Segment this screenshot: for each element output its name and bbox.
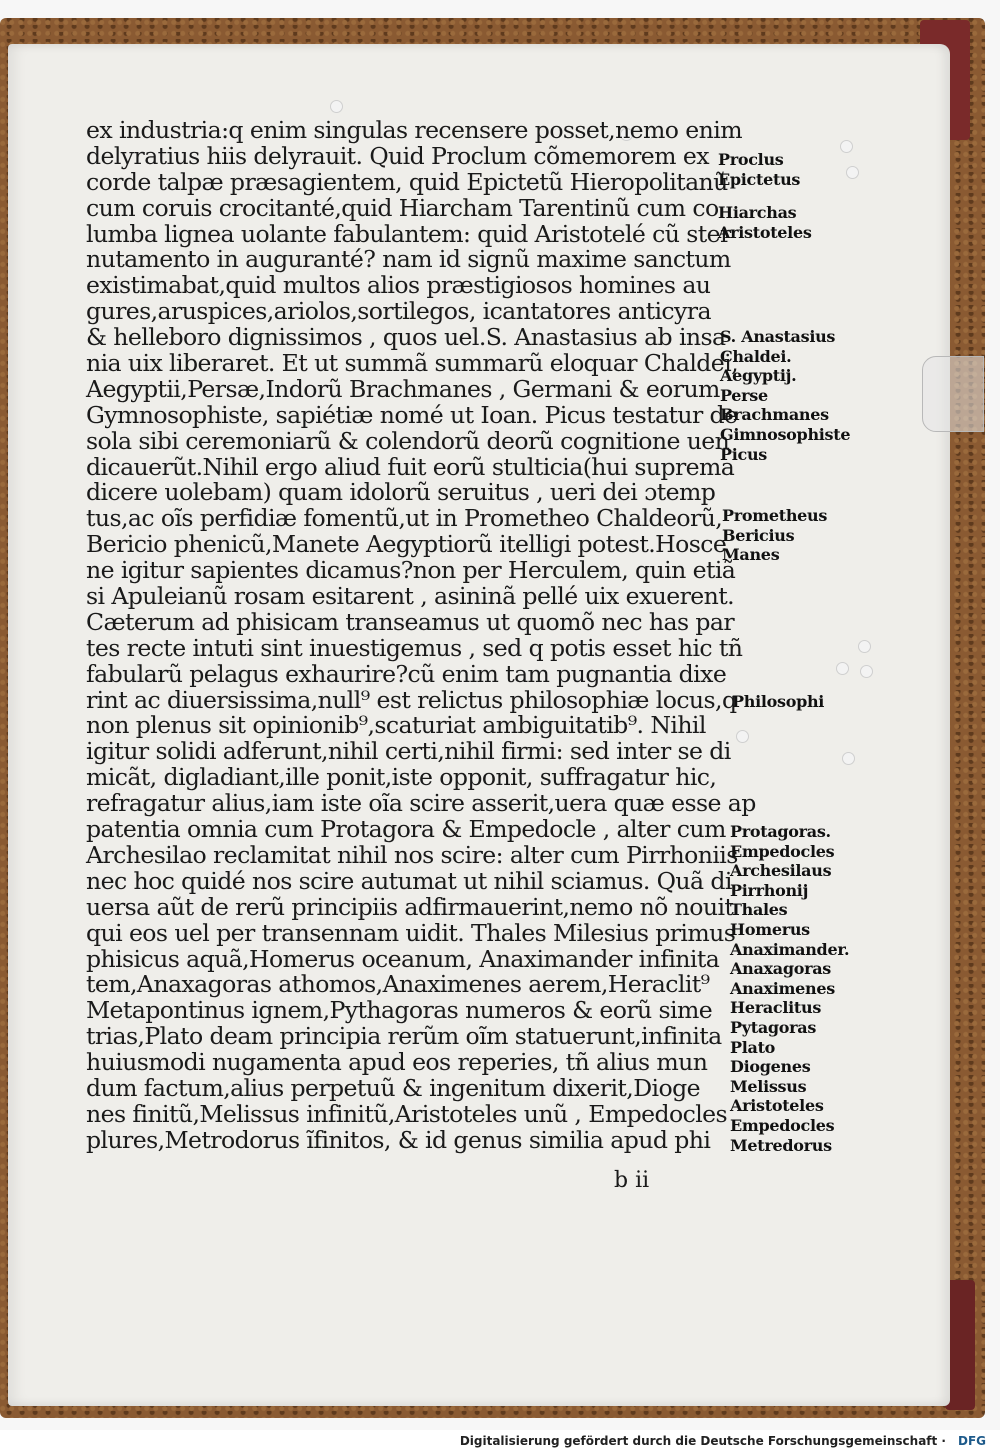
text-line: tes recte intuti sint inuestigemus , sed q potis esset hic tñ [86, 633, 743, 662]
text-line: plures,Metrodorus ĩfinitos, & id genus similia apud phi [86, 1125, 711, 1154]
worm-hole [836, 662, 849, 675]
marginal-note: Anaximander. [730, 939, 850, 959]
footer-bar [0, 1430, 1000, 1453]
marginal-note: Aristoteles [718, 222, 812, 242]
text-line: cum coruis crocitanté,quid Hiarcham Tarentinũ cum co [86, 193, 719, 222]
text-line: nutamento in auguranté? nam id signũ maxime sanctum [86, 245, 731, 274]
worm-hole [860, 665, 873, 678]
text-line: si Apuleianũ rosam esitarent , asininã pellé uix exuerent. [86, 582, 735, 611]
text-line: nec hoc quidé nos scire autumat ut nihil sciamus. Quã di [86, 866, 732, 895]
marginal-notes-group-3 [720, 327, 850, 464]
text-line: Aegyptii,Persæ,Indorũ Brachmanes , Germani & eorum [86, 374, 720, 403]
text-line: Metapontinus ignem,Pythagoras numeros & eorũ sime [86, 996, 713, 1025]
text-line: lumba lignea uolante fabulantem: quid Aristotelé cũ ster [86, 219, 731, 248]
marginal-note: Prometheus [722, 506, 828, 525]
text-line: tus,ac oĩs perfidiæ fomentũ,ut in Prometheo Chaldeorũ, [86, 504, 723, 533]
text-line: delyratius hiis delyrauit. Quid Proclum cõmemorem ex [86, 141, 709, 170]
marginal-note: Chaldei. [720, 346, 792, 366]
text-line: uersa aũt de rerũ principiis adfirmauerint,nemo nõ nouit [86, 892, 734, 921]
text-line: huiusmodi nugamenta apud eos reperies, tñ alius mun [86, 1048, 708, 1077]
text-line: & helleboro dignissimos , quos uel.S. Anastasius ab insa [86, 323, 726, 352]
marginal-note: Empedocles [730, 841, 835, 861]
text-line: sola sibi ceremoniarũ & colendorũ deorũ cognitione uen [86, 426, 730, 455]
marginal-notes-group-6 [730, 822, 849, 1155]
text-line: ex industria:q enim singulas recensere posset,nemo enim [86, 116, 742, 144]
signature-mark: b ii [614, 1168, 650, 1193]
marginal-notes-group-4 [722, 506, 827, 565]
text-line: ne igitur sapientes dicamus?non per Herculem, quin etiã [86, 556, 736, 585]
text-line: non plenus sit opinionib⁹,scaturiat ambiguitatib⁹. Nihil [86, 711, 706, 740]
marginal-note: Anaxagoras [730, 959, 831, 979]
marginal-note: Picus [720, 444, 767, 464]
text-line: dicauerũt.Nihil ergo aliud fuit eorũ stulticia(hui suprema [86, 452, 735, 481]
worm-hole [842, 752, 855, 765]
text-line: fabularũ pelagus exhaurire?cũ enim tam pugnantia dixe [86, 659, 727, 688]
text-line: rint ac diuersissima,null⁹ est relictus philosophiæ locus,q [86, 685, 737, 714]
marginal-note: Pirrhonij [730, 880, 809, 900]
text-line: phisicus aquã,Homerus oceanum, Anaximander infinita [86, 944, 720, 973]
text-line: Cæterum ad phisicam transeamus ut quomõ nec has par [86, 607, 735, 636]
text-line: dum factum,alius perpetuũ & ingenitum dixerit,Dioge [86, 1073, 700, 1102]
marginal-note: Homerus [730, 919, 810, 939]
text-line: igitur solidi adferunt,nihil certi,nihil firmi: sed inter se di [86, 737, 731, 766]
marginal-note: Heraclitus [730, 998, 822, 1018]
marginal-note: Hiarchas [718, 203, 797, 222]
marginal-note: Bericius [722, 525, 795, 545]
marginal-notes-group-2 [718, 203, 812, 242]
marginal-note: Plato [730, 1037, 776, 1057]
marginal-note: Empedocles [730, 1115, 835, 1135]
text-line: nes finitũ,Melissus infinitũ,Aristoteles unũ , Empedocles [86, 1099, 728, 1128]
marginal-note: Aristoteles [730, 1096, 824, 1116]
text-line: micãt, digladiant,ille ponit,iste opponit, suffragatur hic, [86, 763, 717, 792]
worm-hole [840, 140, 853, 153]
dfg-logo: DFG [957, 1434, 986, 1448]
marginal-note: Epictetus [718, 169, 801, 189]
marginal-note: Thales [730, 900, 788, 920]
marginal-note: Brachmanes [720, 405, 829, 425]
marginal-note: Protagoras. [730, 822, 831, 841]
marginal-note: S. Anastasius [720, 327, 836, 346]
text-line: Bericio phenicũ,Manete Aegyptiorũ itelligi potest.Hosce [86, 530, 727, 559]
marginal-note: Philosophi [732, 692, 825, 711]
text-line: gures,aruspices,ariolos,sortilegos, icantatores anticyra [86, 297, 711, 326]
text-line: trias,Plato deam principia rerũm oĩm statuerunt,infinita [86, 1022, 722, 1051]
marginal-note: Metredorus [730, 1135, 832, 1155]
marginal-note: Archesilaus [730, 861, 832, 881]
text-line: Gymnosophiste, sapiétiæ nomé ut Ioan. Picus testatur de [86, 400, 738, 429]
marginal-note: Perse [720, 385, 768, 405]
text-line: Archesilao reclamitat nihil nos scire: alter cum Pirrhoniis [86, 840, 738, 869]
worm-hole [858, 640, 871, 653]
text-line: refragatur alius,iam iste oĩa scire asserit,uera quæ esse ap [86, 789, 756, 818]
text-line: patentia omnia cum Protagora & Empedocle , alter cum [86, 815, 726, 844]
marginal-note: Aegyptij. [720, 366, 797, 386]
worm-hole [846, 166, 859, 179]
marginal-note: Manes [722, 545, 780, 565]
text-line: tem,Anaxagoras athomos,Anaximenes aerem,Heraclit⁹ [86, 970, 710, 999]
text-line: dicere uolebam) quam idolorũ seruitus , ueri dei ɔtemp [86, 478, 716, 507]
marginal-notes-group-1 [718, 150, 800, 189]
marginal-note: Proclus [718, 150, 784, 169]
worm-hole [736, 730, 749, 743]
marginal-note: Anaximenes [730, 978, 835, 998]
text-line: qui eos uel per transennam uidit. Thales Milesius primus [86, 918, 736, 947]
marginal-note: Diogenes [730, 1057, 811, 1077]
marginal-note: Melissus [730, 1076, 807, 1096]
text-line: nia uix liberaret. Et ut summã summarũ eloquar Chaldei, [86, 349, 738, 378]
marginal-note: Gimnosophiste [720, 424, 851, 444]
marginal-note: Pytagoras [730, 1017, 817, 1037]
footer-credit: Digitalisierung gefördert durch die Deutsche Forschungsgemeinschaft · [459, 1434, 946, 1448]
marginal-notes-group-5 [732, 692, 824, 712]
worm-hole [330, 100, 343, 113]
text-line: existimabat,quid multos alios præstigiosos homines au [86, 271, 711, 300]
text-line: corde talpæ præsagientem, quid Epictetũ Hieropolitanũ [86, 167, 728, 196]
page-clip [922, 356, 984, 432]
